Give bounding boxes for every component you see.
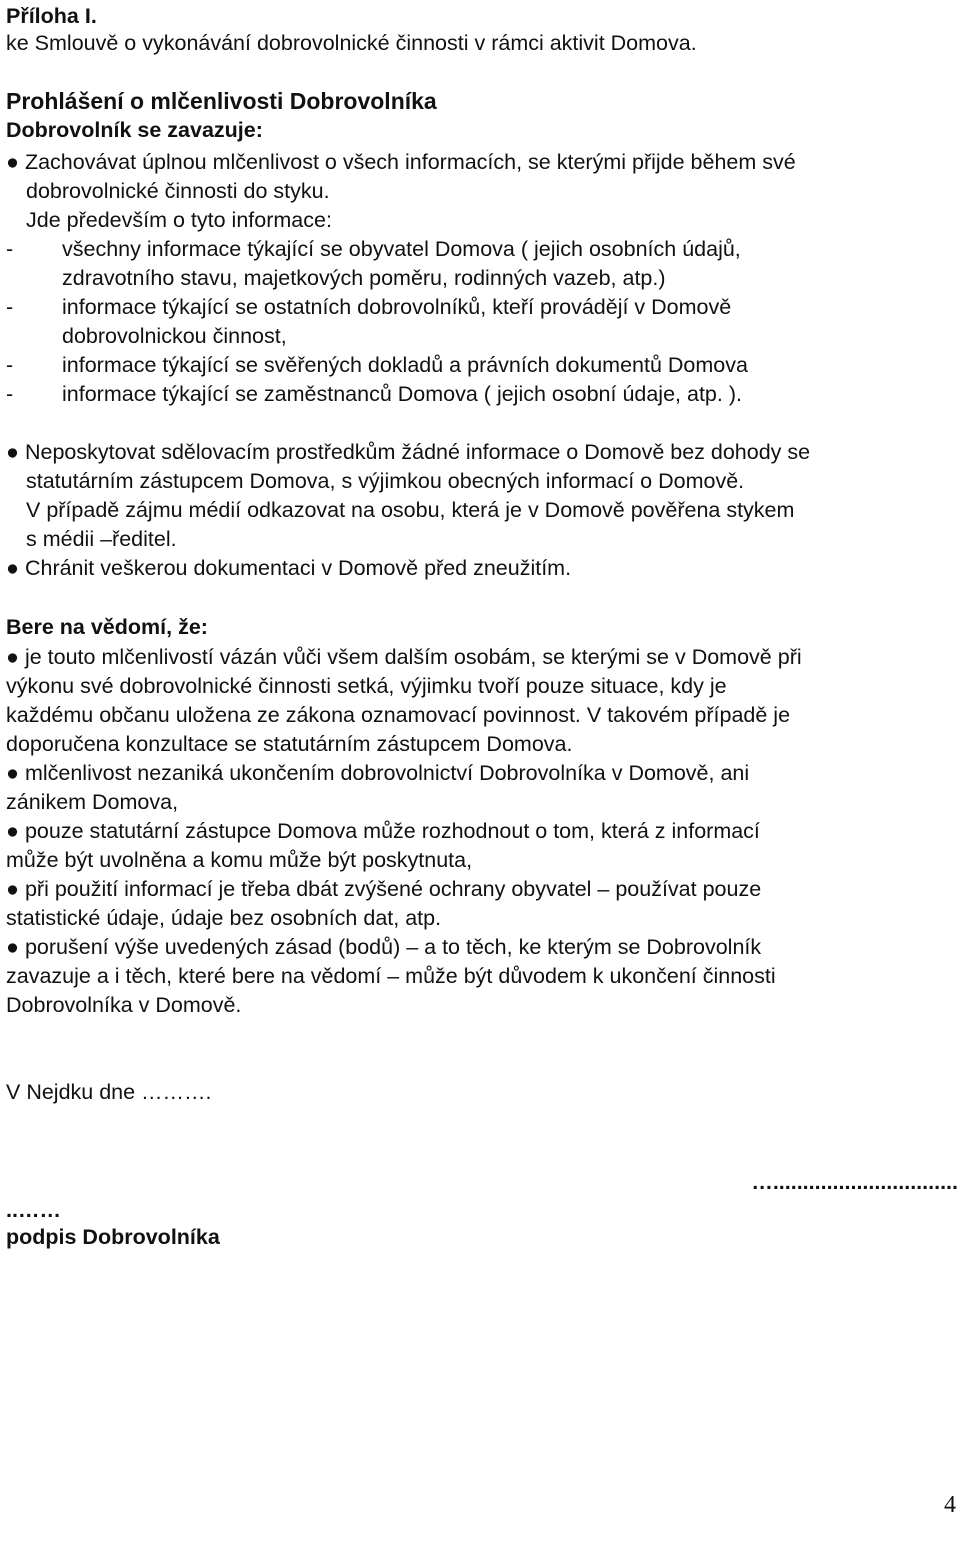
dash-marker: -	[6, 295, 14, 319]
bullet1-line1: ● Zachovávat úplnou mlčenlivost o všech informacích, se kterými přijde během své	[6, 150, 796, 174]
signature-dots-right: …...............................	[751, 1170, 958, 1194]
annex-subtitle: ke Smlouvě o vykonávání dobrovolnické činnosti v rámci aktivit Domova.	[6, 31, 697, 55]
dash-marker: -	[6, 353, 14, 377]
annex-heading: Příloha I.	[6, 4, 97, 28]
acknowledge-line: doporučena konzultace se statutárním zástupcem Domova.	[6, 732, 573, 756]
acknowledge-line: Dobrovolníka v Domově.	[6, 993, 242, 1017]
list-item-line: zdravotního stavu, majetkových poměru, rodinných vazeb, atp.)	[62, 266, 666, 290]
dash-marker: -	[6, 237, 14, 261]
place-date: V Nejdku dne ……….	[6, 1080, 212, 1104]
bullet1-line2: dobrovolnické činnosti do styku.	[26, 179, 330, 203]
signature-dots-left: ..……	[6, 1198, 61, 1222]
acknowledge-heading: Bere na vědomí, že:	[6, 615, 208, 639]
acknowledge-line: ● pouze statutární zástupce Domova může rozhodnout o tom, která z informací	[6, 819, 760, 843]
bullet2-line1: ● Neposkytovat sdělovacím prostředkům žádné informace o Domově bez dohody se	[6, 440, 811, 464]
list-item-line: informace týkající se svěřených dokladů a právních dokumentů Domova	[62, 353, 748, 377]
acknowledge-line: zavazuje a i těch, které bere na vědomí – může být důvodem k ukončení činnosti	[6, 964, 776, 988]
bullet2-line4: s médii –ředitel.	[26, 527, 177, 551]
acknowledge-line: může být uvolněna a komu může být poskytnuta,	[6, 848, 473, 872]
acknowledge-line: ● při použití informací je třeba dbát zvýšené ochrany obyvatel – používat pouze	[6, 877, 762, 901]
commits-heading: Dobrovolník se zavazuje:	[6, 118, 263, 142]
bullet2-line3: V případě zájmu médií odkazovat na osobu, která je v Domově pověřena stykem	[26, 498, 795, 522]
list-item-line: informace týkající se zaměstnanců Domova ( jejich osobní údaje, atp. ).	[62, 382, 742, 406]
list-item-line: informace týkající se ostatních dobrovolníků, kteří provádějí v Domově	[62, 295, 732, 319]
acknowledge-line: ● porušení výše uvedených zásad (bodů) – a to těch, ke kterým se Dobrovolník	[6, 935, 762, 959]
acknowledge-line: statistické údaje, údaje bez osobních dat, atp.	[6, 906, 442, 930]
bullet2-line2: statutárním zástupcem Domova, s výjimkou obecných informací o Domově.	[26, 469, 745, 493]
acknowledge-line: výkonu své dobrovolnické činnosti setká, výjimku tvoří pouze situace, kdy je	[6, 674, 727, 698]
signature-label: podpis Dobrovolníka	[6, 1225, 220, 1249]
page-number: 4	[944, 1492, 956, 1518]
dash-marker: -	[6, 382, 14, 406]
acknowledge-line: ● mlčenlivost nezaniká ukončením dobrovolnictví Dobrovolníka v Domově, ani	[6, 761, 750, 785]
acknowledge-line: zánikem Domova,	[6, 790, 179, 814]
acknowledge-line: ● je touto mlčenlivostí vázán vůči všem dalším osobám, se kterými se v Domově při	[6, 645, 802, 669]
list-item-line: dobrovolnickou činnost,	[62, 324, 287, 348]
list-item-line: všechny informace týkající se obyvatel Domova ( jejich osobních údajů,	[62, 237, 741, 261]
bullet3: ● Chránit veškerou dokumentaci v Domově před zneužitím.	[6, 556, 572, 580]
info-intro: Jde především o tyto informace:	[26, 208, 332, 232]
declaration-title: Prohlášení o mlčenlivosti Dobrovolníka	[6, 88, 437, 114]
acknowledge-line: každému občanu uložena ze zákona oznamovací povinnost. V takovém případě je	[6, 703, 791, 727]
